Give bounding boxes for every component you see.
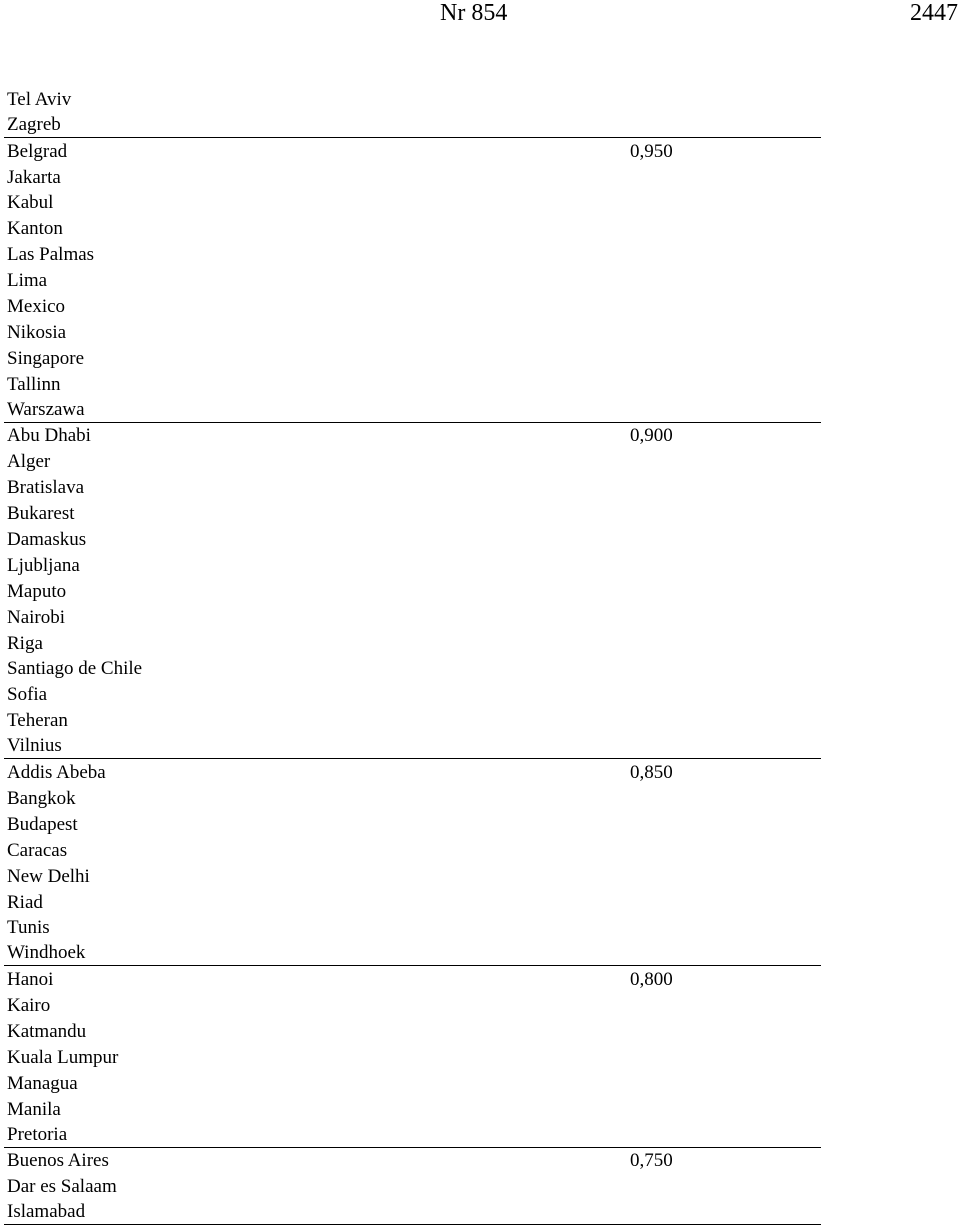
city-name: Alger (7, 451, 51, 473)
table-row (4, 837, 821, 863)
table-row (4, 733, 821, 759)
table-row (4, 112, 821, 138)
table-row (4, 474, 821, 500)
city-coefficient-table (4, 86, 821, 1225)
city-name: Riga (7, 632, 43, 654)
city-name: Abu Dhabi (7, 425, 91, 447)
table-row (4, 526, 821, 552)
page-header (0, 0, 960, 28)
table-row (4, 759, 821, 785)
city-name: Riad (7, 891, 43, 913)
city-name: Teheran (7, 710, 68, 732)
table-row (4, 863, 821, 889)
table-row (4, 319, 821, 345)
table-row (4, 1096, 821, 1122)
city-name: Ljubljana (7, 554, 80, 576)
city-name: Bukarest (7, 503, 75, 525)
city-name: Nikosia (7, 321, 67, 343)
city-name: Mexico (7, 296, 66, 318)
table-row (4, 707, 821, 733)
city-name: Bratislava (7, 477, 85, 499)
coefficient-value: 0,850 (630, 762, 673, 784)
city-name: Warszawa (7, 398, 85, 420)
city-name: Pretoria (7, 1123, 68, 1145)
coefficient-value: 0,750 (630, 1150, 673, 1172)
table-row (4, 293, 821, 319)
city-name: Kuala Lumpur (7, 1046, 119, 1068)
city-name: Santiago de Chile (7, 658, 143, 680)
city-name: Hanoi (7, 969, 54, 991)
city-name: Tallinn (7, 373, 61, 395)
city-name: Sofia (7, 684, 48, 706)
city-name: Caracas (7, 839, 68, 861)
table-row (4, 267, 821, 293)
city-name: Singapore (7, 347, 85, 369)
city-name: Zagreb (7, 113, 61, 135)
coefficient-value: 0,950 (630, 140, 673, 162)
table-row (4, 138, 821, 164)
city-name: Kanton (7, 218, 63, 240)
city-name: Las Palmas (7, 244, 95, 266)
city-name: Addis Abeba (7, 762, 106, 784)
table-row (4, 1148, 821, 1174)
table-row (4, 190, 821, 216)
city-name: Maputo (7, 580, 67, 602)
city-name: Buenos Aires (7, 1150, 109, 1172)
city-name: Bangkok (7, 787, 76, 809)
city-name: Tel Aviv (7, 88, 72, 110)
city-name: Budapest (7, 813, 78, 835)
table-row (4, 992, 821, 1018)
city-name: Vilnius (7, 735, 62, 757)
city-name: Kabul (7, 192, 54, 214)
table-row (4, 681, 821, 707)
table-row (4, 1070, 821, 1096)
table-row (4, 1199, 821, 1225)
table-row (4, 811, 821, 837)
table-row (4, 345, 821, 371)
document-number: Nr 854 (440, 0, 508, 26)
table-row (4, 915, 821, 941)
table-row (4, 1173, 821, 1199)
city-name: Belgrad (7, 140, 68, 162)
table-row (4, 86, 821, 112)
page-number: 2447 (910, 0, 958, 26)
city-name: Jakarta (7, 166, 61, 188)
table-row (4, 785, 821, 811)
city-name: Dar es Salaam (7, 1176, 117, 1198)
table-row (4, 397, 821, 423)
city-name: New Delhi (7, 865, 90, 887)
city-name: Lima (7, 270, 48, 292)
city-name: Kairo (7, 995, 51, 1017)
table-row (4, 1122, 821, 1148)
table-row (4, 604, 821, 630)
table-row (4, 500, 821, 526)
city-name: Windhoek (7, 942, 86, 964)
city-name: Nairobi (7, 606, 66, 628)
table-row (4, 423, 821, 449)
coefficient-value: 0,900 (630, 425, 673, 447)
table-row (4, 241, 821, 267)
table-row (4, 552, 821, 578)
table-row (4, 371, 821, 397)
table-row (4, 1044, 821, 1070)
city-name: Managua (7, 1072, 78, 1094)
table-row (4, 889, 821, 915)
table-row (4, 966, 821, 992)
table-row (4, 1018, 821, 1044)
table-row (4, 164, 821, 190)
city-name: Manila (7, 1098, 61, 1120)
table-row (4, 940, 821, 966)
city-name: Katmandu (7, 1020, 87, 1042)
table-row (4, 448, 821, 474)
table-row (4, 630, 821, 656)
city-name: Islamabad (7, 1201, 86, 1223)
city-name: Tunis (7, 917, 50, 939)
table-row (4, 656, 821, 682)
table-row (4, 578, 821, 604)
city-name: Damaskus (7, 529, 87, 551)
coefficient-value: 0,800 (630, 969, 673, 991)
table-row (4, 215, 821, 241)
